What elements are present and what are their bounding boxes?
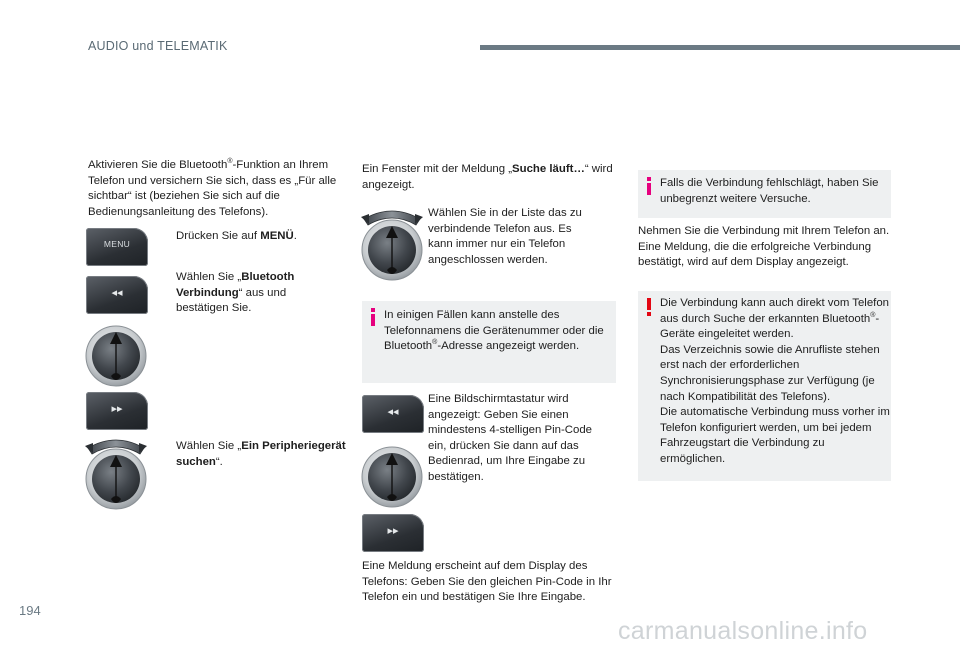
info-icon — [644, 177, 654, 195]
prev-key-icon: ◂◂ — [362, 395, 424, 433]
control-knob-icon — [84, 324, 148, 388]
next-key-icon: ▸▸ — [86, 392, 148, 430]
search-window-text: Ein Fenster mit der Meldung „Suche läuft…“ wird angezeigt. — [362, 163, 613, 191]
press-menu-text: Drücken Sie auf MENÜ. — [176, 230, 297, 242]
info-icon — [368, 308, 378, 326]
warning-box — [638, 291, 891, 481]
retry-info-text: Falls die Verbindung fehlschlägt, haben Sie unbegrenzt weitere Versuche. — [660, 177, 879, 205]
info-box-address — [362, 301, 616, 383]
menu-key-icon: MENU — [86, 228, 148, 266]
intro-text: Aktivieren Sie die Bluetooth®-Funktion an Ihrem Telefon und versichern Sie sich, dass es „Für alle sichtbar“ ist (beziehen Sie sich auf die Bedienungsanleitung des Telefons). — [88, 158, 337, 218]
control-knob-icon — [360, 218, 424, 282]
watermark: carmanualsonline.info — [618, 617, 868, 645]
section-title: AUDIO und TELEMATIK — [88, 39, 228, 53]
page-number: 194 — [19, 603, 41, 618]
select-phone-text: Wählen Sie in der Liste das zu verbindende Telefon aus. Es kann immer nur ein Telefon angeschlossen werden. — [428, 207, 582, 266]
warning-icon — [644, 298, 654, 316]
warning-text: Die Verbindung kann auch direkt vom Telefon aus durch Suche der erkannten Bluetooth®-Geräte eingeleitet werden. Das Verzeichnis sowie die Anrufliste stehen erst nach der erforderlichen Synchronisierungsphase zur Verfügung (je nach Kompatibilität des Telefons). Die automatische Verbindung muss vorher im Telefon konfiguriert werden, um bei jedem Fahrzeugstart die Verbindung zu ermöglichen. — [660, 297, 890, 465]
info-address-text: In einigen Fällen kann anstelle des Telefonnamens die Gerätenummer oder die Bluetooth®-Adresse angezeigt werden. — [384, 309, 604, 353]
phone-message-text: Eine Meldung erscheint auf dem Display des Telefons: Geben Sie den gleichen Pin-Code in Ihr Telefon ein und bestätigen Sie Ihre Eingabe. — [362, 560, 612, 604]
control-knob-icon — [84, 447, 148, 511]
accept-connection-text: Nehmen Sie die Verbindung mit Ihrem Telefon an. Eine Meldung, die die erfolgreiche Verbindung bestätigt, wird auf dem Display angezeigt. — [638, 225, 890, 269]
info-box-retry — [638, 170, 891, 218]
control-knob-icon — [360, 445, 424, 509]
prev-key-icon: ◂◂ — [86, 276, 148, 314]
select-peripheral-text: Wählen Sie „Ein Peripheriegerät suchen“. — [176, 440, 346, 468]
header-bar — [480, 45, 960, 50]
keyboard-text: Eine Bildschirmtastatur wird angezeigt: Geben Sie einen mindestens 4-stelligen Pin-Code ein, drücken Sie dann auf das Bedienrad, um Ihre Eingabe zu bestätigen. — [428, 393, 592, 483]
select-bluetooth-text: Wählen Sie „Bluetooth Verbindung“ aus und bestätigen Sie. — [176, 271, 295, 315]
next-key-icon: ▸▸ — [362, 514, 424, 552]
